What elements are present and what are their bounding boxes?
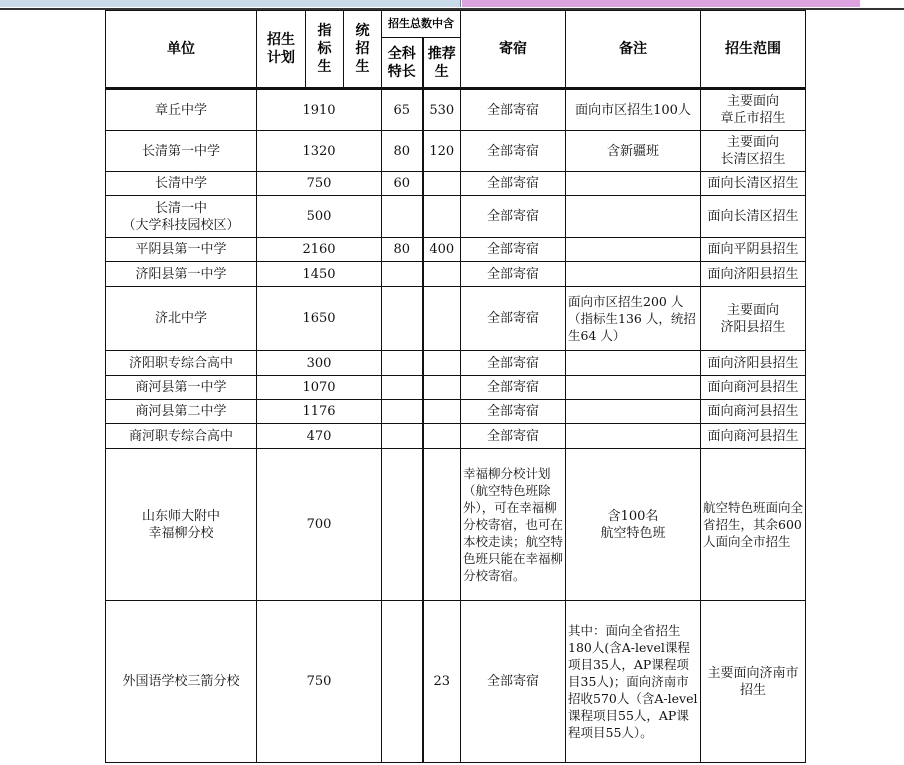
header-unified: 统 招 生	[344, 11, 382, 89]
cell-boarding: 全部寄宿	[461, 262, 566, 287]
table-row	[106, 262, 806, 287]
cell-remarks	[566, 400, 701, 424]
toolbar-panel	[0, 0, 461, 7]
cell-unit: 长清第一中学	[106, 131, 257, 172]
cell-scope: 面向商河县招生	[701, 376, 806, 400]
cell-plan: 1650	[257, 287, 382, 351]
cell-scope: 面向商河县招生	[701, 424, 806, 449]
cell-plan: 2160	[257, 238, 382, 262]
cell-plan: 500	[257, 196, 382, 238]
cell-plan: 300	[257, 351, 382, 376]
cell-unit: 章丘中学	[106, 89, 257, 131]
cell-remarks: 其中：面向全省招生180人(含A-level课程项目35人，AP课程项目35人)；面向济南市招收570人（含A-level课程项目55人，AP课程项目55人）。	[566, 601, 701, 763]
cell-unit: 平阴县第一中学	[106, 238, 257, 262]
header-quota: 指 标 生	[306, 11, 344, 89]
window-toolbar-strip	[0, 0, 904, 10]
cell-unit: 济北中学	[106, 287, 257, 351]
cell-scope: 主要面向 长清区招生	[701, 131, 806, 172]
cell-boarding: 全部寄宿	[461, 131, 566, 172]
cell-plan: 700	[257, 449, 382, 601]
cell-plan: 750	[257, 172, 382, 196]
cell-plan: 750	[257, 601, 382, 763]
cell-remarks: 含100名 航空特色班	[566, 449, 701, 601]
cell-plan: 1320	[257, 131, 382, 172]
cell-unit: 长清一中 （大学科技园校区）	[106, 196, 257, 238]
cell-remarks: 面向市区招生100人	[566, 89, 701, 131]
cell-specialty: 80	[382, 238, 423, 262]
cell-boarding: 全部寄宿	[461, 400, 566, 424]
cell-plan: 1910	[257, 89, 382, 131]
cell-remarks	[566, 376, 701, 400]
header-remarks: 备注	[566, 11, 701, 89]
header-included: 招生总数中含	[382, 11, 461, 38]
cell-remarks	[566, 424, 701, 449]
toolbar-highlight-panel	[462, 0, 860, 7]
cell-recommended	[423, 400, 461, 424]
table-row	[106, 376, 806, 400]
admissions-table	[105, 10, 806, 763]
table-row	[106, 172, 806, 196]
cell-scope: 面向商河县招生	[701, 400, 806, 424]
cell-specialty	[382, 449, 423, 601]
cell-specialty	[382, 287, 423, 351]
cell-recommended: 400	[423, 238, 461, 262]
cell-specialty	[382, 351, 423, 376]
cell-unit: 商河县第二中学	[106, 400, 257, 424]
table-row	[106, 196, 806, 238]
cell-scope: 面向平阴县招生	[701, 238, 806, 262]
header-recommended: 推荐 生	[423, 38, 461, 89]
cell-specialty: 80	[382, 131, 423, 172]
cell-specialty	[382, 262, 423, 287]
cell-recommended: 120	[423, 131, 461, 172]
header-unit: 单位	[106, 11, 257, 89]
cell-boarding: 全部寄宿	[461, 376, 566, 400]
cell-recommended: 23	[423, 601, 461, 763]
cell-scope: 面向济阳县招生	[701, 262, 806, 287]
cell-plan: 1176	[257, 400, 382, 424]
cell-unit: 商河县第一中学	[106, 376, 257, 400]
cell-remarks	[566, 262, 701, 287]
table-row	[106, 400, 806, 424]
cell-unit: 济阳职专综合高中	[106, 351, 257, 376]
cell-plan: 1450	[257, 262, 382, 287]
header-boarding: 寄宿	[461, 11, 566, 89]
cell-boarding: 全部寄宿	[461, 424, 566, 449]
cell-scope: 主要面向 章丘市招生	[701, 89, 806, 131]
cell-boarding: 全部寄宿	[461, 89, 566, 131]
table-row	[106, 131, 806, 172]
header-plan: 招生 计划	[257, 11, 306, 89]
cell-scope: 航空特色班面向全省招生，其余600人面向全市招生	[701, 449, 806, 601]
header-scope: 招生范围	[701, 11, 806, 89]
cell-recommended	[423, 196, 461, 238]
cell-recommended	[423, 376, 461, 400]
cell-unit: 济阳县第一中学	[106, 262, 257, 287]
cell-boarding: 全部寄宿	[461, 287, 566, 351]
cell-specialty	[382, 601, 423, 763]
cell-remarks: 含新疆班	[566, 131, 701, 172]
cell-specialty: 65	[382, 89, 423, 131]
cell-remarks	[566, 351, 701, 376]
cell-recommended	[423, 262, 461, 287]
cell-scope: 主要面向 济阳县招生	[701, 287, 806, 351]
table-row	[106, 449, 806, 601]
cell-scope: 面向长清区招生	[701, 172, 806, 196]
cell-unit: 外国语学校三箭分校	[106, 601, 257, 763]
table-row	[106, 424, 806, 449]
cell-scope: 面向济阳县招生	[701, 351, 806, 376]
cell-boarding: 全部寄宿	[461, 196, 566, 238]
table-row	[106, 287, 806, 351]
cell-recommended	[423, 449, 461, 601]
cell-recommended	[423, 424, 461, 449]
cell-plan: 470	[257, 424, 382, 449]
cell-remarks	[566, 196, 701, 238]
cell-specialty	[382, 196, 423, 238]
cell-specialty: 60	[382, 172, 423, 196]
table-row	[106, 351, 806, 376]
cell-unit: 长清中学	[106, 172, 257, 196]
table-row	[106, 238, 806, 262]
cell-recommended	[423, 172, 461, 196]
cell-recommended: 530	[423, 89, 461, 131]
cell-boarding: 幸福柳分校计划（航空特色班除外），可在幸福柳分校寄宿，也可在本校走读；航空特色班只能在幸福柳分校寄宿。	[461, 449, 566, 601]
cell-boarding: 全部寄宿	[461, 351, 566, 376]
cell-remarks	[566, 238, 701, 262]
cell-plan: 1070	[257, 376, 382, 400]
cell-unit: 山东师大附中 幸福柳分校	[106, 449, 257, 601]
cell-boarding: 全部寄宿	[461, 172, 566, 196]
header-specialty: 全科 特长	[382, 38, 423, 89]
cell-specialty	[382, 376, 423, 400]
cell-remarks	[566, 172, 701, 196]
cell-unit: 商河职专综合高中	[106, 424, 257, 449]
cell-scope: 面向长清区招生	[701, 196, 806, 238]
cell-recommended	[423, 351, 461, 376]
table-row	[106, 89, 806, 131]
table-row	[106, 601, 806, 763]
cell-scope: 主要面向济南市 招生	[701, 601, 806, 763]
cell-specialty	[382, 400, 423, 424]
cell-boarding: 全部寄宿	[461, 238, 566, 262]
cell-specialty	[382, 424, 423, 449]
cell-recommended	[423, 287, 461, 351]
cell-boarding: 全部寄宿	[461, 601, 566, 763]
cell-remarks: 面向市区招生200 人（指标生136 人，统招生64 人）	[566, 287, 701, 351]
